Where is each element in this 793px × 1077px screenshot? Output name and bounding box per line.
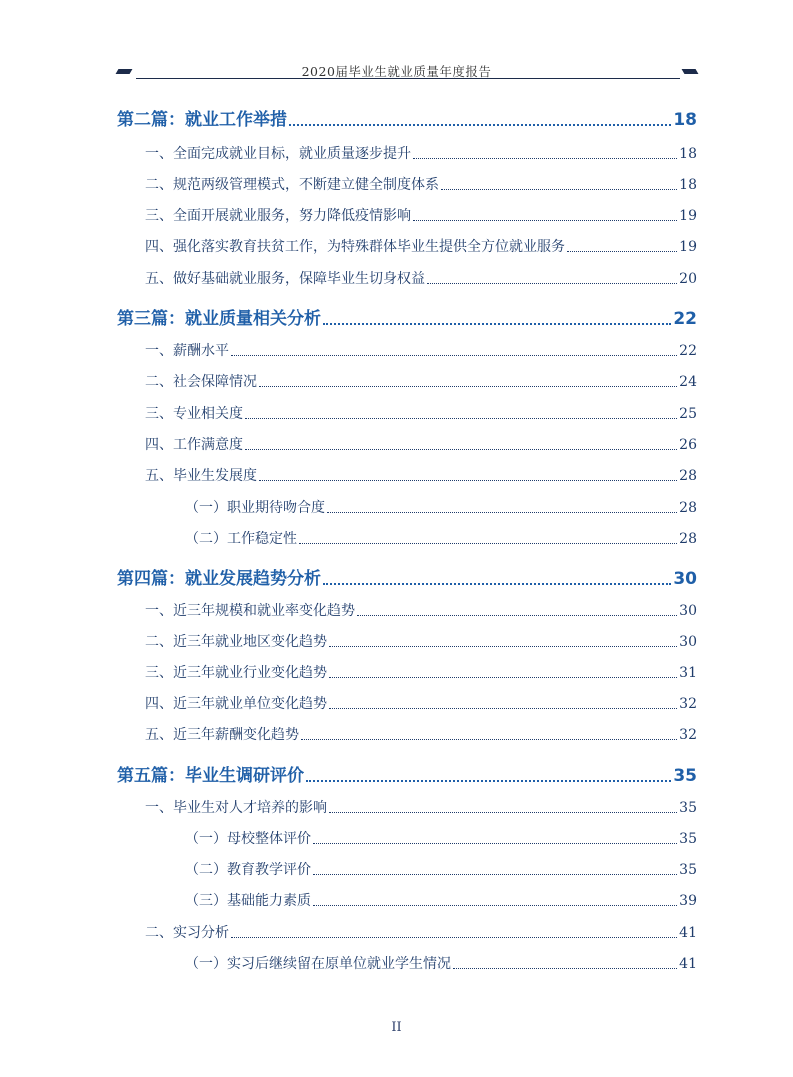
- toc-entry[interactable]: [145, 465, 697, 485]
- toc-subentry[interactable]: [185, 953, 697, 973]
- toc-dot-leader: [323, 582, 671, 585]
- toc-dot-leader: [567, 250, 677, 252]
- toc-entry-title: 五、做好基础就业服务，保障毕业生切身权益: [145, 271, 425, 287]
- toc-entry-title: 二、规范两级管理模式，不断建立健全制度体系: [145, 177, 439, 193]
- toc-page-number: 26: [679, 437, 697, 453]
- toc-dot-leader: [327, 511, 677, 513]
- toc-entry-title: 一、薪酬水平: [145, 343, 229, 359]
- toc-entry-title: 四、近三年就业单位变化趋势: [145, 696, 327, 712]
- toc-dot-leader: [453, 967, 677, 969]
- toc-page-number: 30: [679, 634, 697, 650]
- toc-entry[interactable]: [145, 693, 697, 713]
- toc-entry[interactable]: [145, 922, 697, 942]
- toc-dot-leader: [299, 542, 677, 544]
- toc-entry-title: 五、近三年薪酬变化趋势: [145, 727, 299, 743]
- header-rule: [136, 78, 680, 79]
- toc-dot-leader: [329, 645, 677, 647]
- toc-dot-leader: [323, 322, 671, 325]
- toc-entry[interactable]: [145, 631, 697, 651]
- toc-page-number: 28: [679, 500, 697, 516]
- toc-entry-title: 四、工作满意度: [145, 437, 243, 453]
- toc-entry[interactable]: [145, 143, 697, 163]
- toc-entry[interactable]: [145, 371, 697, 391]
- toc-dot-leader: [329, 811, 677, 813]
- toc-entry-title: 一、全面完成就业目标，就业质量逐步提升: [145, 146, 411, 162]
- toc-subentry[interactable]: [185, 528, 697, 548]
- toc-entry-title: （三）基础能力素质: [185, 893, 311, 909]
- toc-page-number: 30: [673, 569, 697, 589]
- page-header: [0, 0, 793, 90]
- toc-dot-leader: [313, 842, 677, 844]
- toc-entry-title: 一、毕业生对人才培养的影响: [145, 800, 327, 816]
- toc-section-heading[interactable]: [117, 564, 697, 589]
- toc-entry[interactable]: [145, 205, 697, 225]
- toc-entry-title: （二）教育教学评价: [185, 862, 311, 878]
- toc-page-number: 32: [679, 696, 697, 712]
- toc-dot-leader: [289, 123, 671, 126]
- toc-entry-title: （二）工作稳定性: [185, 531, 297, 547]
- toc-entry[interactable]: [145, 434, 697, 454]
- toc-page-number: 24: [679, 374, 697, 390]
- toc-entry-title: 第三篇：就业质量相关分析: [117, 309, 321, 329]
- toc-page-number: 35: [679, 862, 697, 878]
- toc-page-number: 39: [679, 893, 697, 909]
- toc-dot-leader: [259, 479, 677, 481]
- toc-dot-leader: [245, 448, 677, 450]
- toc-section-heading[interactable]: [117, 761, 697, 786]
- toc-entry-title: （一）母校整体评价: [185, 831, 311, 847]
- toc-entry-title: 第五篇：毕业生调研评价: [117, 766, 304, 786]
- toc-page-number: 28: [679, 531, 697, 547]
- toc-page-number: 19: [679, 239, 697, 255]
- toc-dot-leader: [413, 157, 677, 159]
- toc-page-number: 19: [679, 208, 697, 224]
- toc-page-number: 18: [673, 110, 697, 130]
- toc-page-number: 18: [679, 177, 697, 193]
- toc-page-number: 22: [679, 343, 697, 359]
- toc-dot-leader: [231, 936, 677, 938]
- toc-page-number: 30: [679, 603, 697, 619]
- toc-entry-title: 五、毕业生发展度: [145, 468, 257, 484]
- toc-dot-leader: [329, 707, 677, 709]
- toc-entry-title: 三、专业相关度: [145, 406, 243, 422]
- toc-entry-title: （一）职业期待吻合度: [185, 500, 325, 516]
- toc-entry-title: 三、近三年就业行业变化趋势: [145, 665, 327, 681]
- toc-entry-title: 三、全面开展就业服务，努力降低疫情影响: [145, 208, 411, 224]
- toc-entry[interactable]: [145, 797, 697, 817]
- toc-page-number: 35: [673, 766, 697, 786]
- header-right-accent: [682, 69, 699, 74]
- toc-page-number: 31: [679, 665, 697, 681]
- toc-dot-leader: [441, 188, 677, 190]
- toc-dot-leader: [329, 676, 677, 678]
- toc-dot-leader: [427, 282, 677, 284]
- toc-page-number: 25: [679, 406, 697, 422]
- toc-entry-title: 第二篇：就业工作举措: [117, 110, 287, 130]
- toc-dot-leader: [245, 417, 677, 419]
- toc-entry[interactable]: [145, 268, 697, 288]
- toc-page-number: 22: [673, 309, 697, 329]
- toc-entry[interactable]: [145, 403, 697, 423]
- toc-entry-title: 四、强化落实教育扶贫工作，为特殊群体毕业生提供全方位就业服务: [145, 239, 565, 255]
- toc-entry[interactable]: [145, 600, 697, 620]
- toc-entry[interactable]: [145, 174, 697, 194]
- toc-subentry[interactable]: [185, 828, 697, 848]
- toc-entry[interactable]: [145, 340, 697, 360]
- toc-entry-title: 第四篇：就业发展趋势分析: [117, 569, 321, 589]
- toc-page-number: 41: [679, 956, 697, 972]
- toc-page-number: 41: [679, 925, 697, 941]
- toc-dot-leader: [413, 219, 677, 221]
- header-title: 2020届毕业生就业质量年度报告: [301, 64, 492, 79]
- toc-entry[interactable]: [145, 236, 697, 256]
- toc-dot-leader: [301, 738, 677, 740]
- toc-section-heading[interactable]: [117, 304, 697, 329]
- toc-page-number: 18: [679, 146, 697, 162]
- toc-dot-leader: [313, 873, 677, 875]
- toc-subentry[interactable]: [185, 890, 697, 910]
- toc-dot-leader: [306, 779, 671, 782]
- toc-page-number: 32: [679, 727, 697, 743]
- toc-dot-leader: [259, 385, 677, 387]
- toc-entry[interactable]: [145, 662, 697, 682]
- toc-entry[interactable]: [145, 724, 697, 744]
- toc-dot-leader: [357, 614, 677, 616]
- toc-entry-title: 一、近三年规模和就业率变化趋势: [145, 603, 355, 619]
- toc-subentry[interactable]: [185, 859, 697, 879]
- page-number: II: [391, 1020, 402, 1035]
- toc-subentry[interactable]: [185, 497, 697, 517]
- toc-page-number: 35: [679, 831, 697, 847]
- toc-dot-leader: [313, 904, 677, 906]
- toc-entry-title: （一）实习后继续留在原单位就业学生情况: [185, 956, 451, 972]
- toc-dot-leader: [231, 354, 677, 356]
- toc-page-number: 20: [679, 271, 697, 287]
- toc-page-number: 35: [679, 800, 697, 816]
- toc-entry-title: 二、社会保障情况: [145, 374, 257, 390]
- toc-page-number: 28: [679, 468, 697, 484]
- toc-entry-title: 二、实习分析: [145, 925, 229, 941]
- toc-section-heading[interactable]: [117, 105, 697, 130]
- toc-entry-title: 二、近三年就业地区变化趋势: [145, 634, 327, 650]
